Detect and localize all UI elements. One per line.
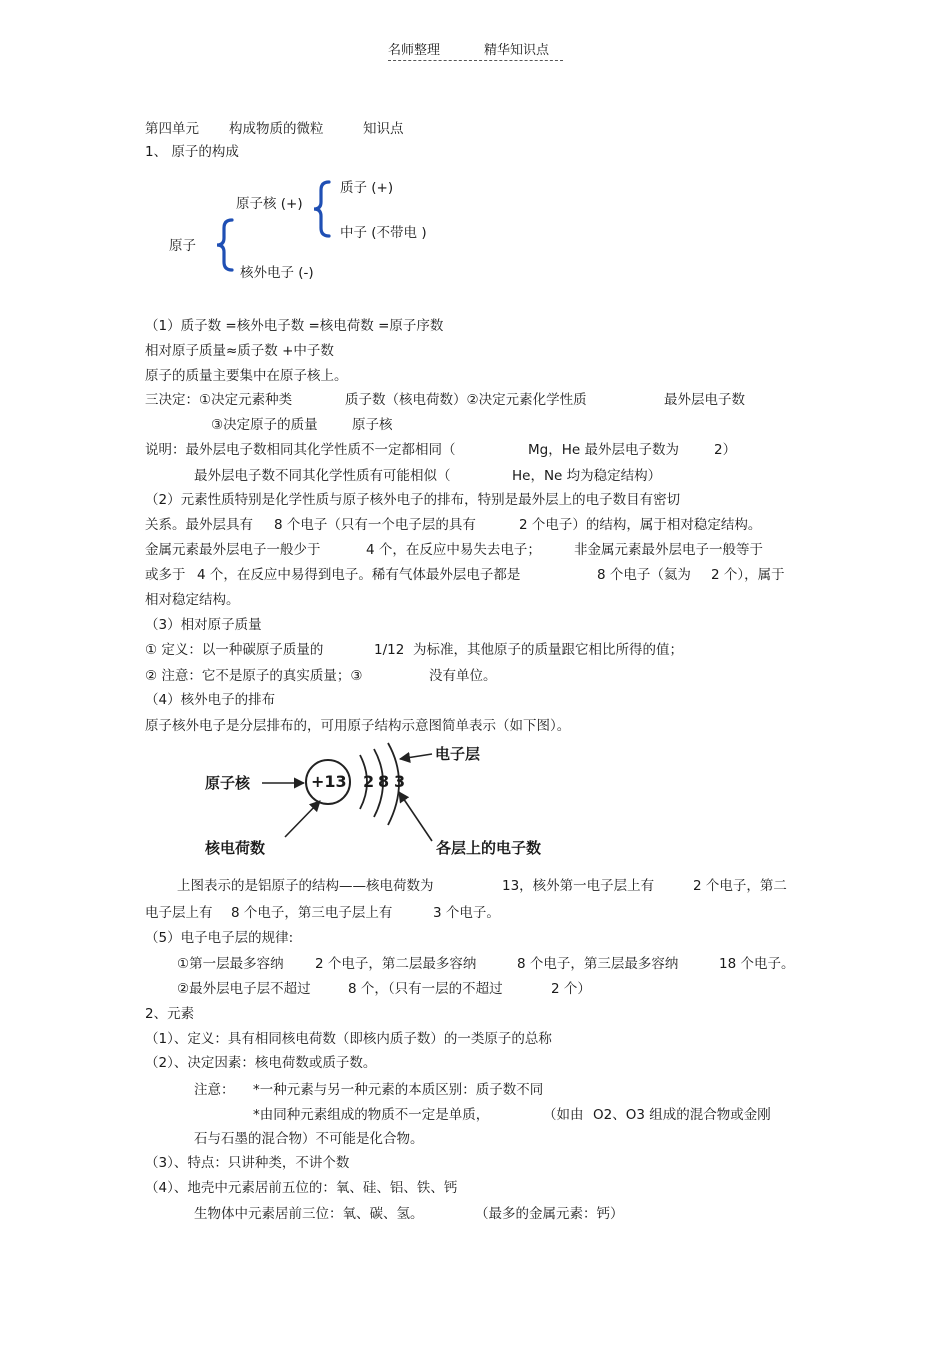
p4-line2b: 13，核外第一电子层上有 (502, 878, 655, 894)
p1-line4b: 质子数（核电荷数）②决定元素化学性质 (345, 392, 587, 408)
p2-line2a: 关系。最外层具有 (145, 517, 253, 533)
p2-line3a: 金属元素最外层电子一般少于 (145, 542, 321, 558)
p1-line6a: 说明：最外层电子数相同其化学性质不一定都相同（ (145, 442, 456, 458)
p3-heading: （3）相对原子质量 (145, 617, 262, 633)
p5-line2a: ②最外层电子层不超过 (177, 981, 311, 997)
title-topic: 构成物质的微粒 (229, 121, 324, 137)
p2-line3c: 非金属元素最外层电子一般等于 (574, 542, 763, 558)
p5-line1b: 2 个电子，第二层最多容纳 (315, 956, 477, 972)
s2-note1: *一种元素与另一种元素的本质区别：质子数不同 (253, 1082, 544, 1098)
header-divider (388, 60, 563, 61)
s2-note-label: 注意： (194, 1082, 235, 1098)
diagram-nucleus-label: 原子核 (205, 774, 251, 792)
p2-line4d: 2 个），属于 (711, 567, 785, 583)
p5-line2b: 8 个，（只有一层的不超过 (348, 981, 503, 997)
p2-line2c: 2 个电子）的结构，属于相对稳定结构。 (519, 517, 762, 533)
p3-line2a: ② 注意：它不是原子的真实质量；③ (145, 668, 363, 684)
p2-line4c: 8 个电子（氦为 (597, 567, 691, 583)
tree-nucleus: 原子核 (+) (236, 196, 303, 212)
p3-line1a: ① 定义：以一种碳原子质量的 (145, 642, 324, 658)
s2-note2c: O2、O3 组成的混合物或金刚 (593, 1107, 771, 1123)
diagram-shell-label: 电子层 (435, 745, 481, 763)
p2-line2b: 8 个电子（只有一个电子层的具有 (274, 517, 476, 533)
p4-line3c: 3 个电子。 (433, 905, 500, 921)
p1-line5b: 原子核 (352, 417, 393, 433)
p2-line4a: 或多于 (145, 567, 186, 583)
p1-line7a: 最外层电子数不同其化学性质有可能相似（ (194, 468, 451, 484)
p4-line3b: 8 个电子，第三电子层上有 (231, 905, 393, 921)
p1-line4c: 最外层电子数 (664, 392, 745, 408)
section2-heading: 2、元素 (145, 1006, 195, 1022)
p5-line1d: 18 个电子。 (719, 956, 795, 972)
diagram-electrons-shell2: 8 (378, 772, 390, 791)
p2-line4b: 4 个，在反应中易得到电子。稀有气体最外层电子都是 (197, 567, 521, 583)
p1-line3: 原子的质量主要集中在原子核上。 (145, 368, 348, 384)
p3-line1b: 1/12 (374, 642, 405, 658)
p5-line1c: 8 个电子，第三层最多容纳 (517, 956, 679, 972)
s2-note2b: （如由 (543, 1107, 584, 1123)
diagram-charge: +13 (311, 772, 347, 791)
tree-neutron: 中子 (不带电 ) (340, 225, 427, 241)
p5-line2c: 2 个） (551, 981, 591, 997)
p2-line3b: 4 个，在反应中易失去电子； (366, 542, 541, 558)
p1-line1: （1）质子数 =核外电子数 =核电荷数 =原子序数 (145, 318, 444, 334)
diagram-electrons-shell3: 3 (394, 772, 406, 791)
outer-brace-icon (214, 218, 236, 272)
p1-line2: 相对原子质量≈质子数 +中子数 (145, 343, 334, 359)
p5-heading: （5）电子电子层的规律: (145, 930, 294, 946)
shell-arrow (400, 754, 432, 759)
p3-line1c: 为标准，其他原子的质量跟它相比所得的值； (413, 642, 683, 658)
count-arrow (399, 792, 432, 841)
diagram-count-label: 各层上的电子数 (436, 839, 542, 857)
s2-note3: 石与石墨的混合物）不可能是化合物。 (194, 1131, 424, 1147)
p2-line5: 相对稳定结构。 (145, 592, 240, 608)
p4-line2a: 上图表示的是铝原子的结构——核电荷数为 (177, 878, 434, 894)
s2-line3: （3）、特点：只讲种类，不讲个数 (145, 1155, 350, 1171)
p4-line3a: 电子层上有 (145, 905, 213, 921)
title-suffix: 知识点 (363, 121, 404, 137)
p5-line1a: ①第一层最多容纳 (177, 956, 284, 972)
s2-line5a: 生物体中元素居前三位：氧、碳、氢。 (194, 1206, 424, 1222)
header-right: 精华知识点 (484, 43, 550, 58)
s2-line5b: （最多的金属元素：钙） (475, 1206, 624, 1222)
diagram-charge-label: 核电荷数 (205, 839, 266, 857)
tree-electron: 核外电子 (-) (240, 265, 314, 281)
p1-line6b: Mg，He 最外层电子数为 (528, 442, 679, 458)
p4-line2c: 2 个电子，第二 (693, 878, 787, 894)
tree-proton: 质子 (+) (340, 180, 394, 196)
tree-atom: 原子 (169, 238, 196, 254)
s2-note2a: *由同种元素组成的物质不一定是单质， (253, 1107, 490, 1123)
p1-line4a: 三决定：①决定元素种类 (145, 392, 293, 408)
header-left: 名师整理 (388, 43, 441, 58)
p1-line7b: He，Ne 均为稳定结构） (512, 468, 662, 484)
s2-line2: （2）、决定因素：核电荷数或质子数。 (145, 1055, 377, 1071)
title-unit: 第四单元 (145, 121, 199, 137)
charge-arrow (285, 801, 320, 837)
s2-line1: （1）、定义：具有相同核电荷数（即核内质子数）的一类原子的总称 (145, 1031, 552, 1047)
p4-heading: （4）核外电子的排布 (145, 692, 276, 708)
p3-line2b: 没有单位。 (429, 668, 497, 684)
p1-line5a: ③决定原子的质量 (211, 417, 318, 433)
p1-line6c: 2） (714, 442, 737, 458)
inner-brace-icon (311, 180, 333, 238)
p2-line1: （2）元素性质特别是化学性质与原子核外电子的排布，特别是最外层上的电子数目有密切 (145, 492, 681, 508)
s2-line4: （4）、地壳中元素居前五位的：氧、硅、铝、铁、钙 (145, 1180, 458, 1196)
section1-heading: 1、 原子的构成 (145, 144, 239, 160)
p4-line1: 原子核外电子是分层排布的，可用原子结构示意图简单表示（如下图）。 (145, 718, 571, 734)
diagram-electrons-shell1: 2 (363, 772, 375, 791)
